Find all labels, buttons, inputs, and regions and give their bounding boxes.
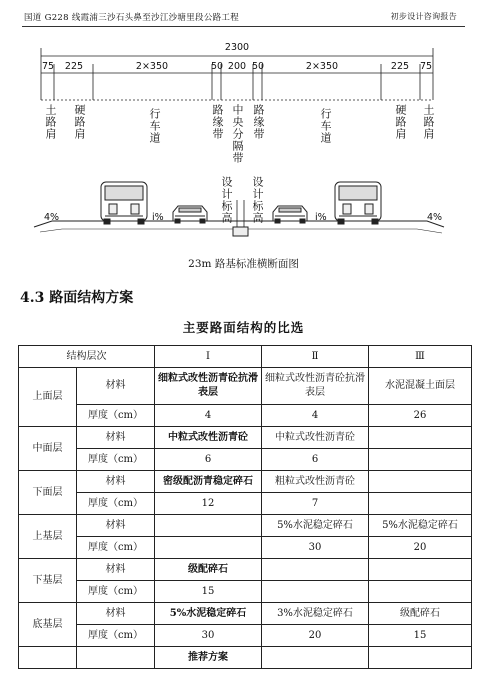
label-design-elev-right: 设计标高 [251, 176, 264, 224]
thickness-cell: 20 [369, 537, 472, 559]
table-row [19, 471, 472, 493]
thickness-label: 厚度（cm） [77, 405, 155, 427]
dim-soil-shoulder-left: 75 [41, 61, 55, 72]
table-row [19, 405, 472, 427]
label-soil-shoulder-left: 土路肩 [44, 104, 57, 140]
pavement-structure-table [18, 345, 472, 669]
dim-soil-shoulder-right: 75 [419, 61, 433, 72]
thickness-cell: 4 [262, 405, 369, 427]
table-row [19, 537, 472, 559]
label-marginal-right: 路缘带 [252, 104, 265, 140]
material-cell: 级配碎石 [155, 559, 262, 581]
material-cell: 5%水泥稳定碎石 [369, 515, 472, 537]
header-report-type: 初步设计咨询报告 [390, 12, 457, 21]
road-surface [34, 221, 444, 227]
material-label: 材料 [77, 368, 155, 405]
car-right-icon [273, 206, 307, 223]
figure-caption: 23m 路基标准横断面图 [188, 258, 299, 270]
table-row [19, 368, 472, 405]
thickness-cell: 20 [262, 625, 369, 647]
material-label: 材料 [77, 603, 155, 625]
table-row [19, 647, 472, 669]
cross-section-figure [32, 40, 457, 248]
layer-name: 下基层 [19, 559, 77, 603]
material-cell [369, 559, 472, 581]
thickness-cell: 12 [155, 493, 262, 515]
thickness-label: 厚度（cm） [77, 625, 155, 647]
car-left-icon [173, 206, 207, 223]
material-cell: 粗粒式改性沥青砼 [262, 471, 369, 493]
bus-left-icon [101, 182, 147, 224]
thickness-label: 厚度（cm） [77, 581, 155, 603]
material-cell: 3%水泥稳定碎石 [262, 603, 369, 625]
table-row [19, 427, 472, 449]
material-cell: 5%水泥稳定碎石 [155, 603, 262, 625]
label-design-elev-left: 设计标高 [220, 176, 233, 224]
material-cell [262, 559, 369, 581]
layer-name: 下面层 [19, 471, 77, 515]
material-label: 材料 [77, 515, 155, 537]
material-cell: 级配碎石 [369, 603, 472, 625]
table-row [19, 515, 472, 537]
table-row [19, 559, 472, 581]
layer-name: 上基层 [19, 515, 77, 559]
bus-right-icon [335, 182, 381, 224]
table-row [19, 493, 472, 515]
label-hard-shoulder-right: 硬路肩 [394, 104, 407, 140]
grade-inner-left: i% [152, 212, 164, 223]
thickness-cell [369, 493, 472, 515]
material-label: 材料 [77, 559, 155, 581]
table-header-row [19, 346, 472, 368]
thickness-cell: 4 [155, 405, 262, 427]
label-lane-right: 行车道 [319, 108, 332, 144]
dim-median: 200 [227, 61, 247, 72]
header-layer: 结构层次 [19, 346, 155, 368]
dim-hard-shoulder-right: 225 [390, 61, 410, 72]
dim-hard-shoulder-left: 225 [64, 61, 84, 72]
header-rule [22, 26, 465, 27]
thickness-cell: 15 [369, 625, 472, 647]
thickness-cell: 30 [262, 537, 369, 559]
section-title: 4.3 路面结构方案 [20, 290, 134, 306]
grade-outer-right: 4% [427, 212, 443, 223]
layer-name: 上面层 [19, 368, 77, 427]
material-cell: 细粒式改性沥青砼抗滑表层 [155, 368, 262, 405]
thickness-cell: 6 [262, 449, 369, 471]
dim-marginal-right: 50 [251, 61, 265, 72]
material-cell [155, 515, 262, 537]
total-width-label: 2300 [224, 42, 250, 53]
thickness-cell: 6 [155, 449, 262, 471]
thickness-cell: 26 [369, 405, 472, 427]
label-hard-shoulder-left: 硬路肩 [73, 104, 86, 140]
thickness-cell [369, 581, 472, 603]
layer-name: 中面层 [19, 427, 77, 471]
table-title: 主要路面结构的比选 [182, 320, 305, 335]
dim-lanes-left: 2×350 [135, 61, 169, 72]
table-row [19, 581, 472, 603]
material-cell: 5%水泥稳定碎石 [262, 515, 369, 537]
thickness-label: 厚度（cm） [77, 449, 155, 471]
material-cell: 水泥混凝土面层 [369, 368, 472, 405]
thickness-label: 厚度（cm） [77, 537, 155, 559]
header-option-3: Ⅲ [369, 346, 472, 368]
thickness-cell: 7 [262, 493, 369, 515]
layer-name: 底基层 [19, 603, 77, 647]
material-cell: 中粒式改性沥青砼 [262, 427, 369, 449]
material-cell: 密级配沥青稳定碎石 [155, 471, 262, 493]
label-median: 中央分隔带 [231, 104, 244, 164]
thickness-cell [369, 449, 472, 471]
dim-marginal-left: 50 [210, 61, 224, 72]
thickness-cell: 30 [155, 625, 262, 647]
label-soil-shoulder-right: 土路肩 [422, 104, 435, 140]
grade-outer-left: 4% [44, 212, 60, 223]
material-cell [369, 471, 472, 493]
label-marginal-left: 路缘带 [211, 104, 224, 140]
label-lane-left: 行车道 [148, 108, 161, 144]
thickness-cell [262, 581, 369, 603]
recommend-cell: 推荐方案 [155, 647, 262, 669]
header-option-1: Ⅰ [155, 346, 262, 368]
header-project-title: 国道 G228 线霞浦三沙石头鼻至沙江沙塘里段公路工程 [24, 13, 240, 23]
material-label: 材料 [77, 471, 155, 493]
table-row [19, 449, 472, 471]
material-cell: 细粒式改性沥青砼抗滑表层 [262, 368, 369, 405]
thickness-cell: 15 [155, 581, 262, 603]
table-row [19, 625, 472, 647]
header-option-2: Ⅱ [262, 346, 369, 368]
median-block [233, 227, 248, 236]
grade-inner-right: i% [315, 212, 327, 223]
material-cell: 中粒式改性沥青砼 [155, 427, 262, 449]
dim-lanes-right: 2×350 [305, 61, 339, 72]
material-label: 材料 [77, 427, 155, 449]
thickness-cell [155, 537, 262, 559]
thickness-label: 厚度（cm） [77, 493, 155, 515]
table-row [19, 603, 472, 625]
material-cell [369, 427, 472, 449]
